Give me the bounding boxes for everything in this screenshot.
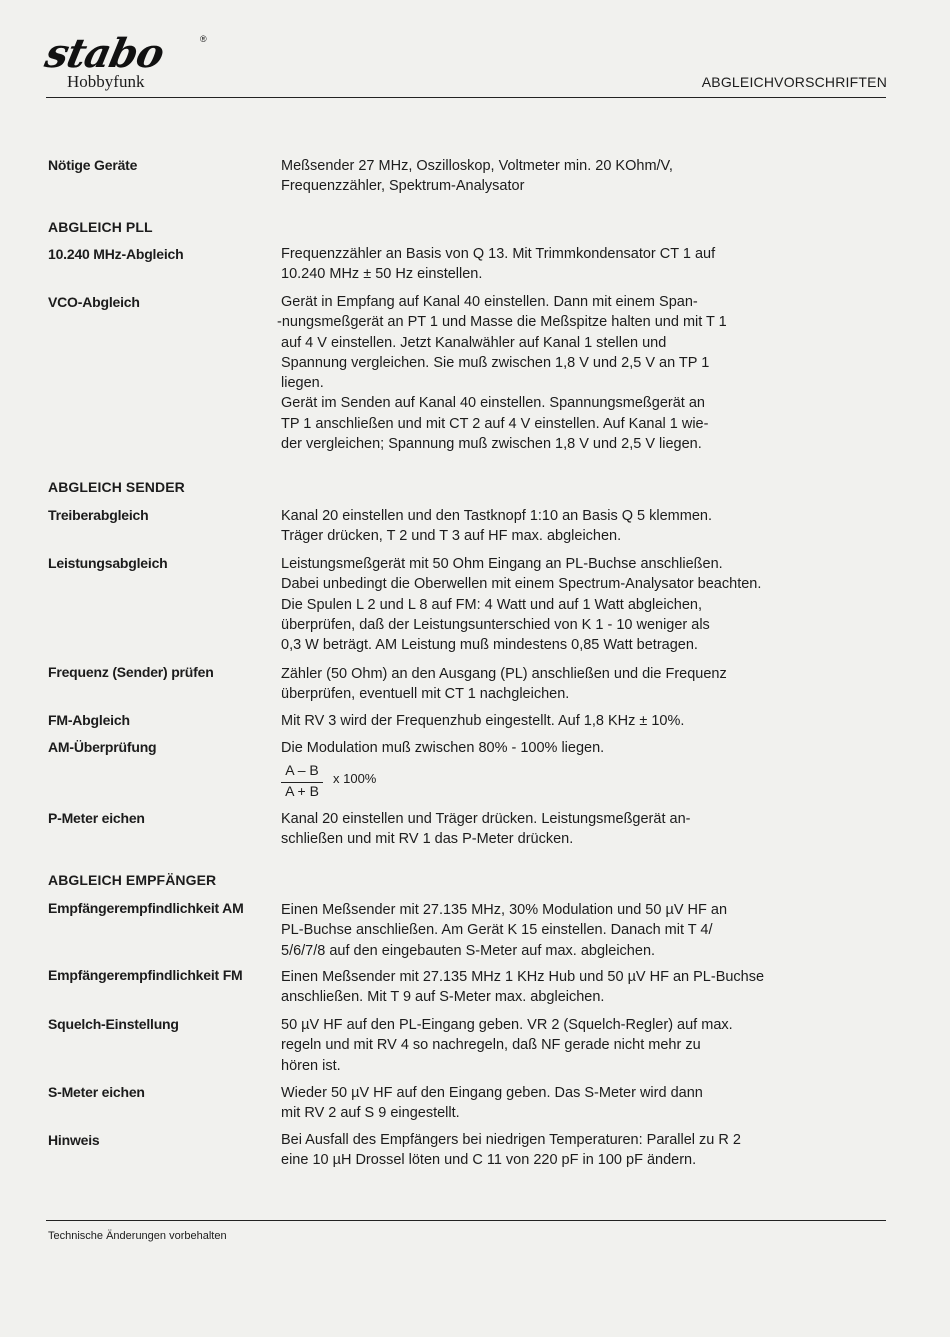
text-s-meter-calibrate <box>281 1083 841 1124</box>
text-line: anschließen. Mit T 9 auf S-Meter max. abgleichen. <box>281 989 605 1006</box>
text-power-adjust <box>281 554 841 655</box>
label-required-devices: Nötige Geräte <box>48 157 138 173</box>
label-10240-adjust: 10.240 MHz-Abgleich <box>48 246 184 262</box>
label-receiver-sensitivity-fm: Empfängerempfindlichkeit FM <box>48 967 243 983</box>
text-line: 50 µV HF auf den PL-Eingang geben. VR 2 (Squelch-Regler) auf max. <box>281 1017 733 1033</box>
text-line: überprüfen, eventuell mit CT 1 nachgleichen. <box>281 686 570 703</box>
text-line: 0,3 W beträgt. AM Leistung muß mindestens 0,85 Watt betragen. <box>281 637 698 654</box>
text-line: eine 10 µH Drossel löten und C 11 von 220 pF in 100 pF ändern. <box>281 1152 697 1169</box>
text-line: PL-Buchse anschließen. Am Gerät K 15 einstellen. Danach mit T 4/ <box>281 922 713 939</box>
label-driver-adjust: Treiberabgleich <box>48 507 149 523</box>
text-fm-adjust <box>281 711 841 731</box>
brand-subtitle: Hobbyfunk <box>67 72 145 91</box>
text-receiver-sensitivity-fm <box>281 967 841 1008</box>
label-am-check: AM-Überprüfung <box>48 739 157 755</box>
text-line: Zähler (50 Ohm) an den Ausgang (PL) anschließen und die Frequenz <box>281 666 727 682</box>
text-line: überprüfen, daß der Leistungsunterschied von K 1 - 10 weniger als <box>281 616 710 633</box>
footer-note: Technische Änderungen vorbehalten <box>48 1230 227 1242</box>
text-line: Die Spulen L 2 und L 8 auf FM: 4 Watt und auf 1 Watt abgleichen, <box>281 596 703 613</box>
text-line: Frequenzzähler, Spektrum-Analysator <box>281 178 525 195</box>
text-am-check <box>281 738 841 758</box>
text-line: liegen. <box>281 375 324 392</box>
formula-multiplier: x 100% <box>333 771 377 786</box>
text-line: mit RV 2 auf S 9 eingestellt. <box>281 1105 460 1122</box>
label-receiver-sensitivity-am: Empfängerempfindlichkeit AM <box>48 900 244 916</box>
text-line: Gerät in Empfang auf Kanal 40 einstellen. Dann mit einem Span- <box>281 294 698 310</box>
text-line: Dabei unbedingt die Oberwellen mit einem Spectrum-Analysator beachten. <box>281 576 762 593</box>
registered-mark: ® <box>200 34 207 44</box>
text-line: Einen Meßsender mit 27.135 MHz, 30% Modulation und 50 µV HF an <box>281 902 728 918</box>
text-line: Mit RV 3 wird der Frequenzhub eingestellt. Auf 1,8 KHz ± 10%. <box>281 713 685 729</box>
text-line: Die Modulation muß zwischen 80% - 100% liegen. <box>281 740 605 756</box>
text-line: 5/6/7/8 auf den eingebauten S-Meter auf max. abgleichen. <box>281 942 656 959</box>
document-title: ABGLEICHVORSCHRIFTEN <box>701 74 887 90</box>
text-driver-adjust <box>281 506 841 547</box>
text-line: TP 1 anschließen und mit CT 2 auf 4 V einstellen. Auf Kanal 1 wie- <box>281 415 709 432</box>
text-line: schließen und mit RV 1 das P-Meter drücken. <box>281 831 574 848</box>
label-vco-adjust: VCO-Abgleich <box>48 294 140 310</box>
text-line: Leistungsmeßgerät mit 50 Ohm Eingang an PL-Buchse anschließen. <box>281 556 723 572</box>
text-line: Spannung vergleichen. Sie muß zwischen 1,8 V und 2,5 V an TP 1 <box>281 354 710 371</box>
text-line: Frequenzzähler an Basis von Q 13. Mit Trimmkondensator CT 1 auf <box>281 246 716 262</box>
section-heading-pll: ABGLEICH PLL <box>48 219 153 235</box>
text-line: der vergleichen; Spannung muß zwischen 1,8 V und 2,5 V liegen. <box>281 436 702 453</box>
text-required-devices <box>281 156 841 197</box>
formula-denominator: A + B <box>285 783 319 799</box>
text-line: Träger drücken, T 2 und T 3 auf HF max. abgleichen. <box>281 528 622 545</box>
text-line: -nungsmeßgerät an PT 1 und Masse die Meßspitze halten und mit T 1 <box>277 314 727 331</box>
header-divider <box>46 97 886 98</box>
text-line: hören ist. <box>281 1057 341 1074</box>
formula-numerator: A – B <box>285 762 319 778</box>
text-line: Meßsender 27 MHz, Oszilloskop, Voltmeter min. 20 KOhm/V, <box>281 158 673 174</box>
label-frequency-check: Frequenz (Sender) prüfen <box>48 664 214 680</box>
section-heading-receiver: ABGLEICH EMPFÄNGER <box>48 872 217 888</box>
label-p-meter-calibrate: P-Meter eichen <box>48 810 145 826</box>
text-line: Kanal 20 einstellen und Träger drücken. Leistungsmeßgerät an- <box>281 811 691 827</box>
text-vco-adjust <box>277 292 841 454</box>
label-power-adjust: Leistungsabgleich <box>48 555 168 571</box>
footer-divider <box>46 1220 886 1221</box>
text-note <box>281 1130 841 1171</box>
text-line: regeln und mit RV 4 so nachregeln, daß NF gerade nicht mehr zu <box>281 1037 701 1054</box>
text-line: Einen Meßsender mit 27.135 MHz 1 KHz Hub und 50 µV HF an PL-Buchse <box>281 969 765 985</box>
label-s-meter-calibrate: S-Meter eichen <box>48 1084 145 1100</box>
text-line: Gerät im Senden auf Kanal 40 einstellen. Spannungsmeßgerät an <box>281 395 705 412</box>
text-squelch-setting <box>281 1015 841 1076</box>
text-receiver-sensitivity-am <box>281 900 841 961</box>
text-p-meter-calibrate <box>281 809 841 850</box>
text-line: Kanal 20 einstellen und den Tastknopf 1:10 an Basis Q 5 klemmen. <box>281 508 712 524</box>
section-heading-sender: ABGLEICH SENDER <box>48 479 185 495</box>
text-line: Wieder 50 µV HF auf den Eingang geben. Das S-Meter wird dann <box>281 1085 703 1101</box>
label-squelch-setting: Squelch-Einstellung <box>48 1016 179 1032</box>
text-line: auf 4 V einstellen. Jetzt Kanalwähler auf Kanal 1 stellen und <box>281 334 667 351</box>
text-10240-adjust <box>281 244 841 285</box>
text-line: Bei Ausfall des Empfängers bei niedrigen Temperaturen: Parallel zu R 2 <box>281 1132 741 1148</box>
brand-logo: stabo <box>41 30 168 77</box>
text-line: 10.240 MHz ± 50 Hz einstellen. <box>281 266 483 283</box>
label-note: Hinweis <box>48 1132 100 1148</box>
text-frequency-check <box>281 664 841 705</box>
label-fm-adjust: FM-Abgleich <box>48 712 130 728</box>
